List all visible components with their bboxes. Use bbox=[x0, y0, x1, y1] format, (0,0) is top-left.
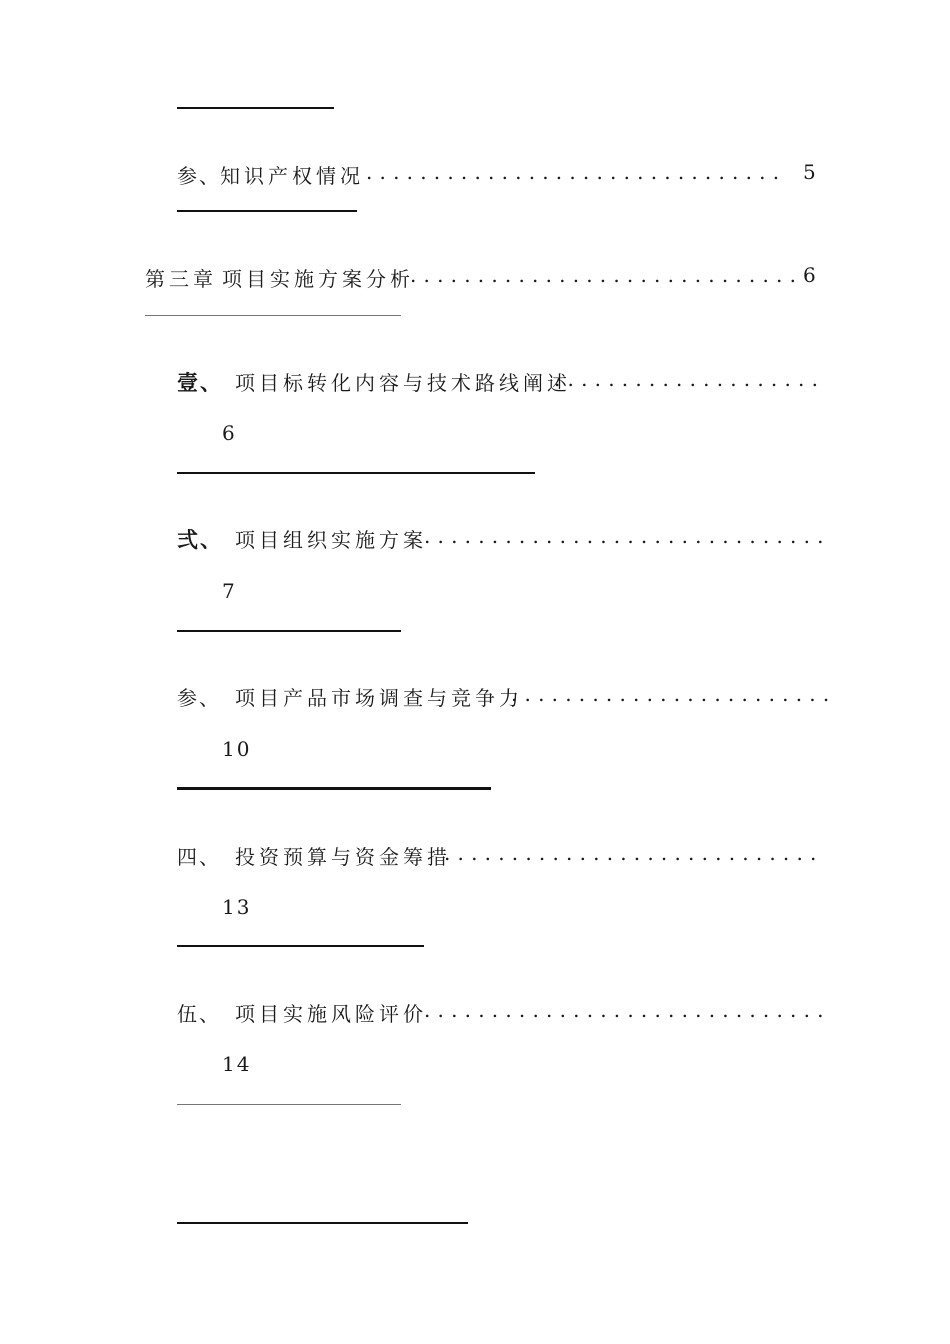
toc-entry-title: 项目产品市场调查与竞争力 bbox=[235, 686, 523, 710]
toc-entry-label: 弍、 bbox=[177, 528, 223, 552]
toc-page-number: 14 bbox=[222, 1052, 252, 1076]
toc-leader-dots: .................... bbox=[554, 367, 826, 391]
toc-entry-label: 第三章 bbox=[145, 267, 217, 291]
toc-page-number: 7 bbox=[222, 579, 237, 603]
toc-page-number: 13 bbox=[222, 895, 252, 919]
divider-line bbox=[177, 210, 357, 212]
divider-line bbox=[177, 787, 491, 790]
toc-entry-label: 壹、 bbox=[177, 371, 223, 395]
toc-leader-dots: ............................. bbox=[410, 263, 804, 287]
toc-page-number: 6 bbox=[222, 421, 237, 445]
toc-entry-title: 项目实施风险评价 bbox=[235, 1002, 427, 1026]
toc-entry-label: 参、 bbox=[177, 164, 221, 188]
toc-page-number: 5 bbox=[803, 160, 818, 184]
divider-line bbox=[177, 1104, 401, 1105]
toc-entry-label: 四、 bbox=[177, 845, 221, 869]
toc-entry-label: 伍、 bbox=[177, 1002, 221, 1026]
toc-entry-title: 知识产权情况 bbox=[220, 164, 364, 188]
toc-leader-dots: ............................ bbox=[444, 841, 824, 865]
toc-entry-label: 参、 bbox=[177, 686, 221, 710]
toc-leader-dots: ........................ bbox=[511, 682, 837, 706]
toc-entry-title: 投资预算与资金筹措 bbox=[235, 845, 451, 869]
divider-line bbox=[177, 472, 535, 474]
divider-line bbox=[177, 107, 334, 109]
toc-entry-title: 项目标转化内容与技术路线阐述 bbox=[235, 371, 571, 395]
divider-line bbox=[177, 630, 401, 632]
toc-leader-dots: .............................. bbox=[424, 524, 831, 548]
toc-leader-dots: .............................. bbox=[424, 998, 831, 1022]
toc-entry-title: 项目实施方案分析 bbox=[222, 267, 414, 291]
divider-line bbox=[177, 1222, 468, 1224]
toc-page-number: 10 bbox=[222, 737, 252, 761]
toc-page-number: 6 bbox=[803, 263, 818, 287]
toc-entry-title: 项目组织实施方案 bbox=[235, 528, 427, 552]
divider-line bbox=[145, 315, 401, 316]
divider-line bbox=[177, 945, 424, 947]
toc-leader-dots: ............................... bbox=[366, 160, 787, 184]
